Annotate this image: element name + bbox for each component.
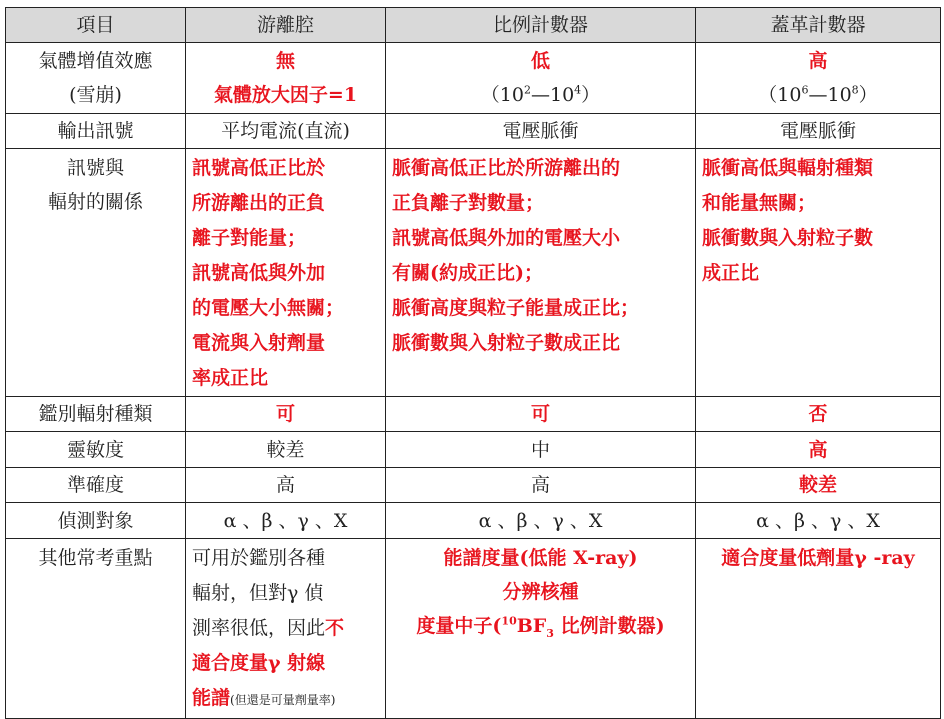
range-text: —10 xyxy=(530,84,575,106)
text: BF xyxy=(516,615,547,637)
text-line xyxy=(192,611,379,646)
text-line: 脈衝高低正比於所游離出的 xyxy=(392,157,621,179)
cell-ion xyxy=(186,149,386,397)
header-gm-counter: 蓋革計數器 xyxy=(696,8,941,43)
cell-gm: 高 xyxy=(696,432,941,468)
text: 度量中子( xyxy=(416,615,502,637)
text-line: 訊號高低與外加的電壓大小 xyxy=(392,227,621,249)
header-row xyxy=(6,8,941,43)
range-exp: 2 xyxy=(523,83,531,97)
row-label: 靈敏度 xyxy=(6,432,186,468)
table-row-discriminate xyxy=(6,397,941,432)
table-row-accuracy xyxy=(6,468,941,503)
text-red: 不 xyxy=(325,617,345,639)
range-text: （10 xyxy=(758,84,802,106)
text-small: (但還是可量劑量率) xyxy=(230,693,336,707)
cell-gm: 較差 xyxy=(696,468,941,503)
cell-ion xyxy=(186,539,386,719)
cell-prop xyxy=(386,43,696,114)
text-line: 的電壓大小無關； xyxy=(192,297,345,319)
text-line: 電流與入射劑量 xyxy=(192,332,326,354)
table-row-sensitivity xyxy=(6,432,941,468)
subscript: 3 xyxy=(546,626,554,640)
text-line: 成正比 xyxy=(702,262,760,284)
text-line: 能譜度量(低能 X-ray) xyxy=(443,547,638,569)
value-range xyxy=(702,78,934,112)
cell-prop: 電壓脈衝 xyxy=(386,114,696,149)
text-line: 脈衝數與入射粒子數成正比 xyxy=(392,332,621,354)
table-row-gas-gain xyxy=(6,43,941,114)
cell-prop: 高 xyxy=(386,468,696,503)
text-line: 適合度量γ 射線 xyxy=(192,652,326,674)
label-line: (雪崩) xyxy=(69,84,122,106)
label-line: 氣體增值效應 xyxy=(38,50,153,72)
value-note: 氣體放大因子=1 xyxy=(213,84,358,106)
label-line: 訊號與 xyxy=(66,157,124,179)
table-row-output xyxy=(6,114,941,149)
row-label xyxy=(6,43,186,114)
cell-prop: 中 xyxy=(386,432,696,468)
row-label: 輸出訊號 xyxy=(6,114,186,149)
text-line xyxy=(192,681,379,718)
text-line: 和能量無關； xyxy=(702,192,817,214)
text: 比例計數器) xyxy=(553,615,665,637)
range-text: —10 xyxy=(808,84,852,106)
value: 無 xyxy=(275,50,295,72)
value: 低 xyxy=(530,50,550,72)
text-line: 分辨核種 xyxy=(502,581,579,603)
row-label: 鑑別輻射種類 xyxy=(6,397,186,432)
text-line: 脈衝數與入射粒子數 xyxy=(702,227,874,249)
cell-prop: 可 xyxy=(386,397,696,432)
row-label: 偵測對象 xyxy=(6,503,186,539)
text-line: 脈衝高度與粒子能量成正比； xyxy=(392,297,640,319)
text-line: 正負離子對數量； xyxy=(392,192,545,214)
cell-prop xyxy=(386,539,696,719)
table-row-relation xyxy=(6,149,941,397)
text-line: 脈衝高低與輻射種類 xyxy=(702,157,874,179)
value-range xyxy=(392,78,689,112)
detector-comparison-table xyxy=(5,7,941,719)
label-line: 輻射的關係 xyxy=(47,191,143,213)
row-label xyxy=(6,149,186,397)
cell-prop xyxy=(386,149,696,397)
text-red: 能譜 xyxy=(192,687,231,709)
value: 高 xyxy=(808,50,828,72)
range-exp: 8 xyxy=(851,83,859,97)
cell-prop: α 、β 、γ 、X xyxy=(386,503,696,539)
cell-ion: 平均電流(直流) xyxy=(186,114,386,149)
cell-ion: 可 xyxy=(186,397,386,432)
text-line: 有關(約成正比)； xyxy=(392,262,543,284)
text-line: 離子對能量； xyxy=(192,227,307,249)
row-label: 其他常考重點 xyxy=(6,539,186,719)
range-text: （10 xyxy=(480,84,524,106)
cell-gm: 電壓脈衝 xyxy=(696,114,941,149)
text-line: 訊號高低正比於 xyxy=(192,157,326,179)
cell-gm: 否 xyxy=(696,397,941,432)
range-exp: 6 xyxy=(801,83,809,97)
text-line: 可用於鑑別各種 xyxy=(192,547,326,569)
cell-ion: 高 xyxy=(186,468,386,503)
text-line xyxy=(392,609,689,643)
cell-gm xyxy=(696,43,941,114)
range-exp: 4 xyxy=(574,83,582,97)
text-line: 所游離出的正負 xyxy=(192,192,326,214)
header-ion-chamber: 游離腔 xyxy=(186,8,386,43)
cell-ion: 較差 xyxy=(186,432,386,468)
text-line: 率成正比 xyxy=(192,367,269,389)
text: 測率很低，因此 xyxy=(192,617,326,639)
header-item: 項目 xyxy=(6,8,186,43)
row-label: 準確度 xyxy=(6,468,186,503)
table-row-targets xyxy=(6,503,941,539)
cell-gm: 適合度量低劑量γ -ray xyxy=(696,539,941,719)
header-proportional-counter: 比例計數器 xyxy=(386,8,696,43)
text-line: 輻射，但對γ 偵 xyxy=(192,582,324,604)
superscript: 10 xyxy=(501,614,517,628)
text-line: 訊號高低與外加 xyxy=(192,262,326,284)
table-row-notes xyxy=(6,539,941,719)
cell-ion: α 、β 、γ 、X xyxy=(186,503,386,539)
range-text: ） xyxy=(581,84,601,106)
cell-ion xyxy=(186,43,386,114)
range-text: ） xyxy=(858,84,878,106)
cell-gm xyxy=(696,149,941,397)
cell-gm: α 、β 、γ 、X xyxy=(696,503,941,539)
